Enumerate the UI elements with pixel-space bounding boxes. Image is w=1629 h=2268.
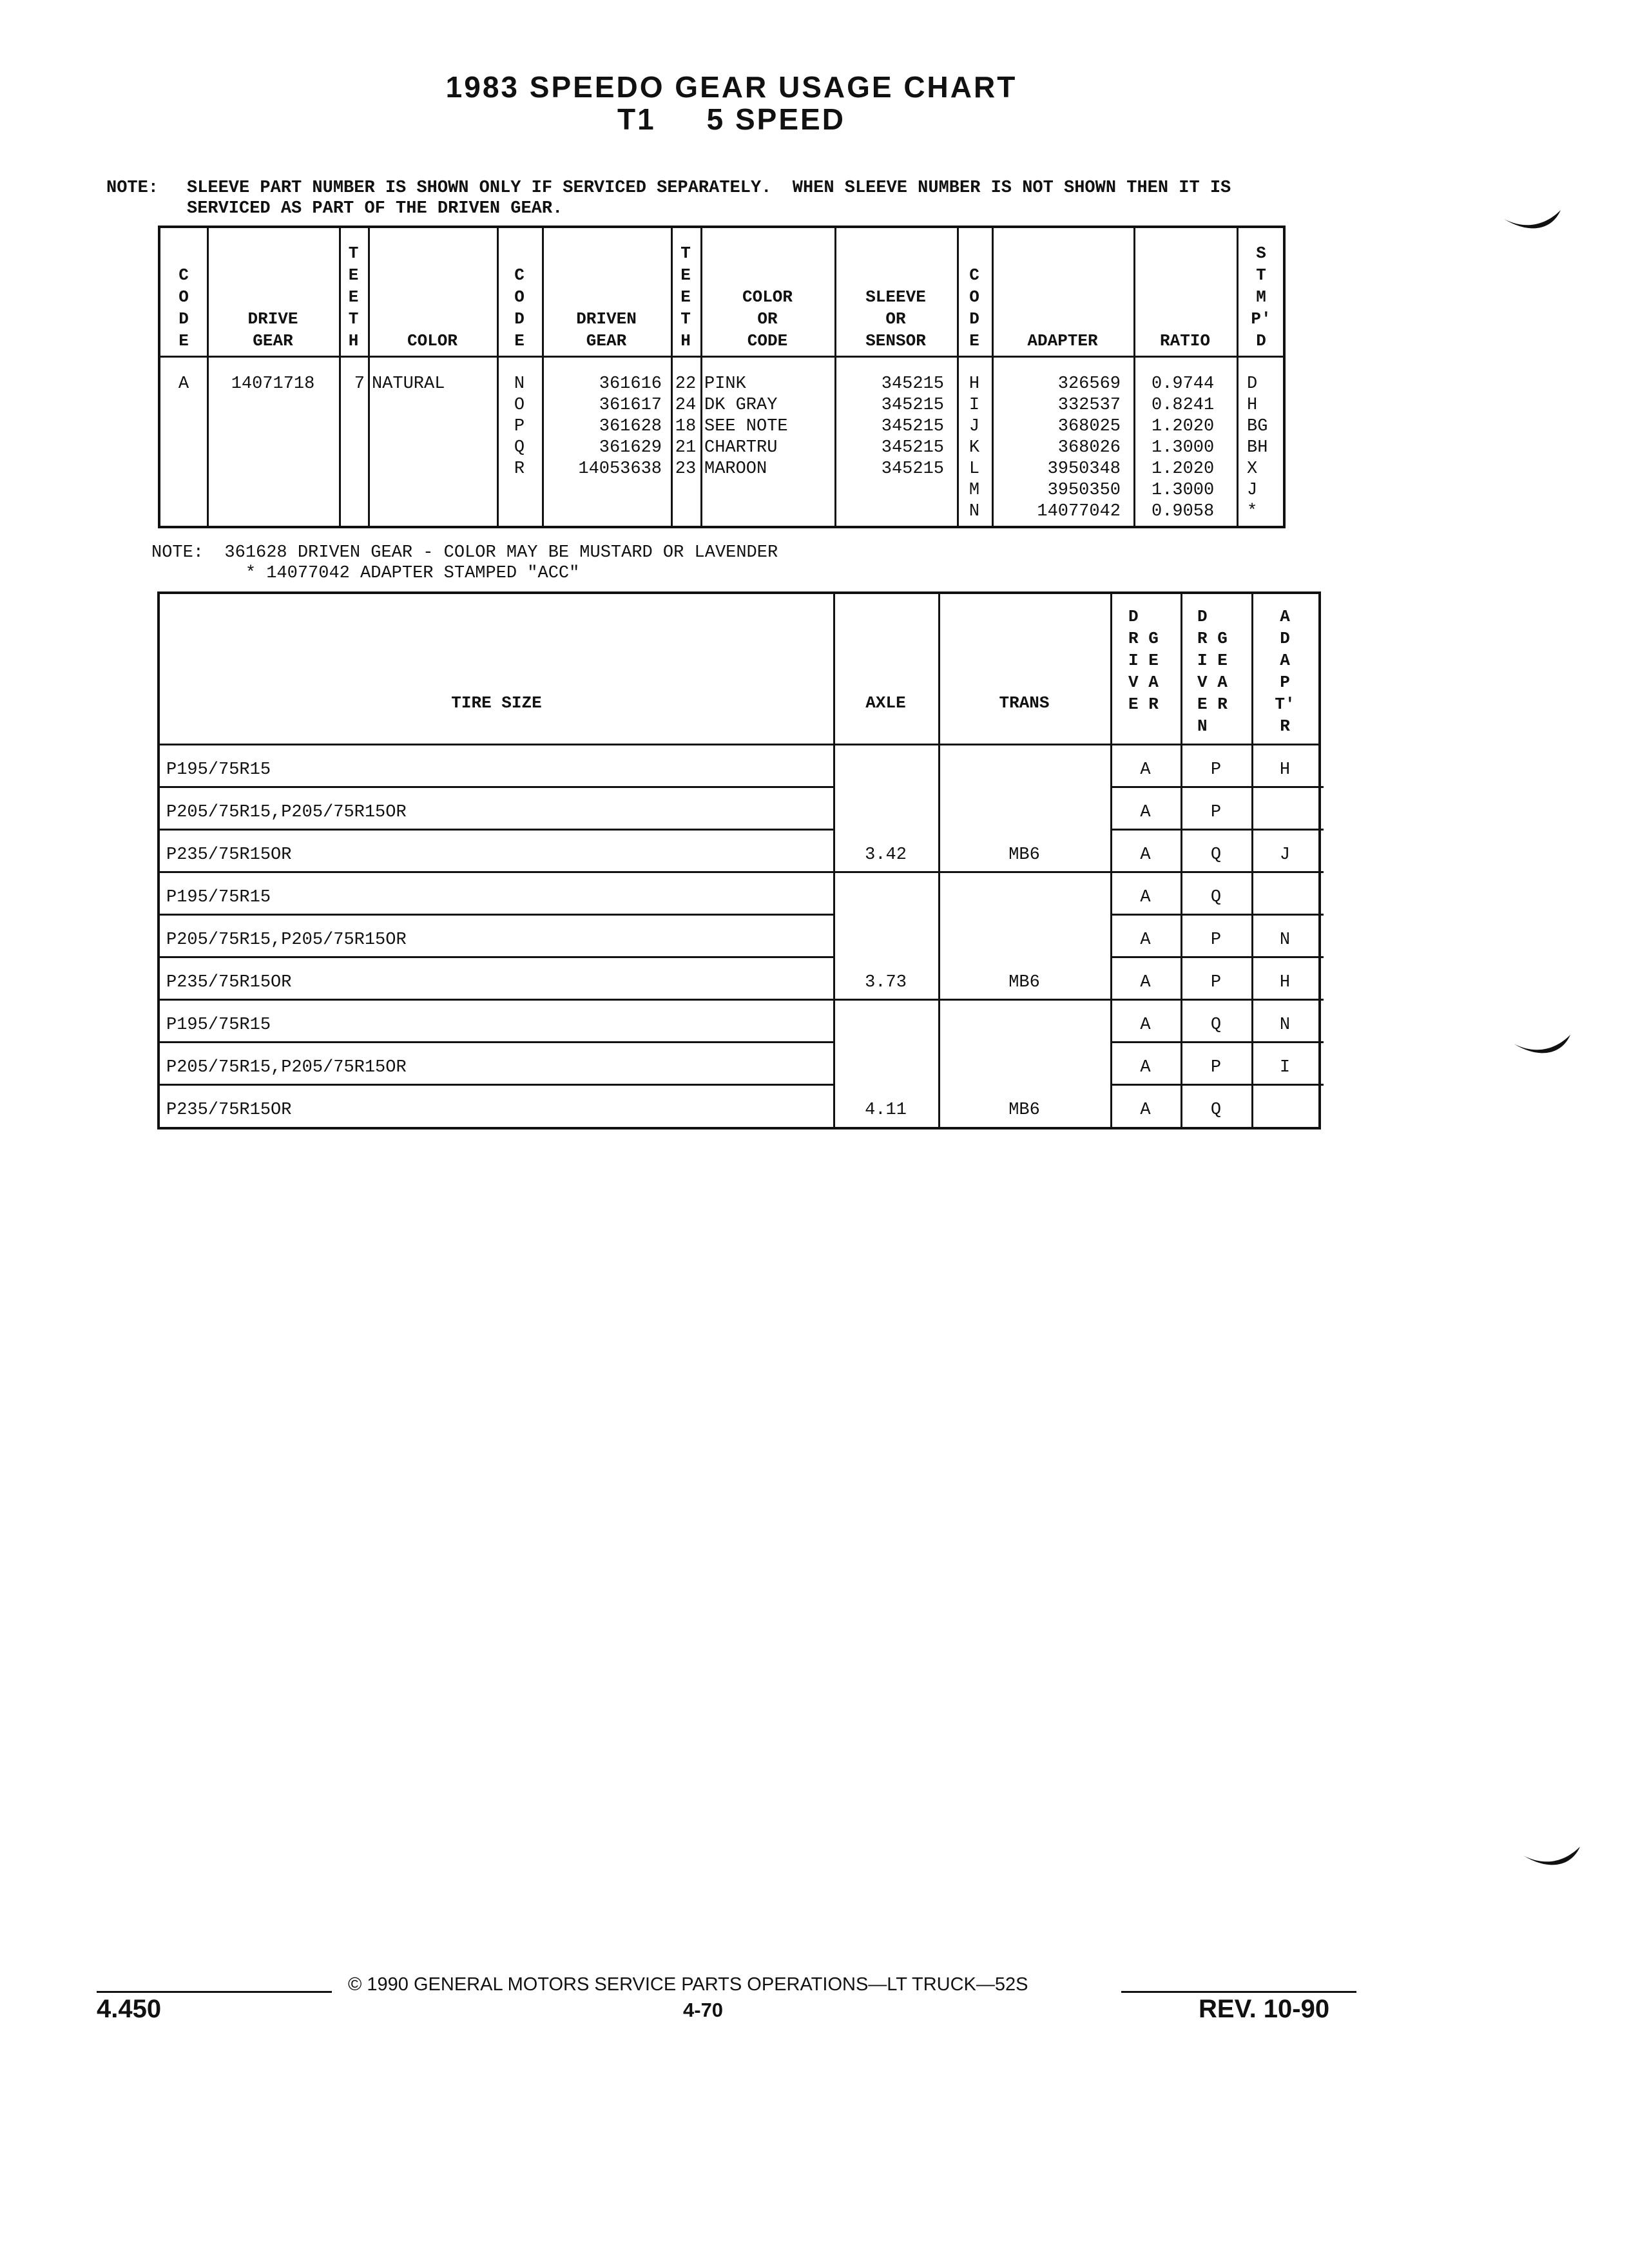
adapter-number: 3950348 (1047, 459, 1121, 479)
driven-gear-list (542, 374, 662, 480)
stamped-list (1247, 374, 1286, 523)
driven-gear-code: Q (1210, 888, 1222, 907)
adapter-code: J (1279, 845, 1291, 865)
axle-ratio: 3.73 (865, 973, 907, 992)
adapter-code: J (969, 417, 980, 436)
driven-code: N (514, 374, 525, 394)
tire-size-cell: P195/75R15 (166, 1015, 271, 1035)
driven-code-list (497, 374, 542, 480)
header-teeth-2: T E E T H (680, 244, 691, 351)
driven-color: PINK (704, 374, 746, 394)
driven-gear-code: P (1210, 1058, 1222, 1077)
drive-gear-code: A (1140, 845, 1151, 865)
header-trans: TRANS (999, 693, 1050, 713)
adapter-number: 3950350 (1047, 481, 1121, 500)
adapter-number: 368025 (1057, 417, 1121, 436)
stamped-code: * (1247, 502, 1258, 521)
trans-code: MB6 (1008, 973, 1040, 992)
driven-teeth: 18 (675, 417, 697, 436)
tire-size-cell: P205/75R15,P205/75R15OR (166, 1058, 407, 1077)
driven-code: Q (514, 438, 525, 457)
adapter-code: H (969, 374, 980, 394)
footer-copyright: © 1990 GENERAL MOTORS SERVICE PARTS OPERATIONS—LT TRUCK—52S (348, 1974, 1028, 1995)
driven-gear-code: P (1210, 760, 1222, 780)
header-code-1: C O D E (178, 265, 189, 351)
driven-gear-number: 14053638 (578, 459, 662, 479)
ratio-list (1152, 374, 1235, 523)
footer-rule-right (1121, 1991, 1356, 1993)
tire-size-cell: P195/75R15 (166, 888, 271, 907)
drive-gear-code: A (1140, 1058, 1151, 1077)
adapter-code: N (1279, 1015, 1291, 1035)
header-color: COLOR (407, 331, 458, 351)
drive-color: NATURAL (372, 374, 445, 394)
trans-code: MB6 (1008, 1100, 1040, 1120)
driven-color-list (704, 374, 833, 480)
drive-gear-code: A (1140, 930, 1151, 950)
driven-gear-code: P (1210, 930, 1222, 950)
header-drive-gear: DRIVE GEAR (247, 309, 298, 351)
header-adapter-code: A D A P T' R (1275, 607, 1295, 736)
adapter-code: I (969, 396, 980, 415)
adapter-number: 326569 (1057, 374, 1121, 394)
sleeve-list (834, 374, 944, 480)
adapter-code-list (957, 374, 992, 523)
header-color-or-code: COLOR OR CODE (742, 287, 793, 351)
drive-teeth: 7 (354, 374, 365, 394)
adapter-number: 368026 (1057, 438, 1121, 457)
adapter-code: M (969, 481, 980, 500)
adapter-number: 14077042 (1037, 502, 1121, 521)
driven-gear-number: 361616 (599, 374, 662, 394)
header-driven-gear-code: D R G I E V A E R N (1197, 607, 1228, 736)
drive-gear-code: A (1140, 1100, 1151, 1120)
adapter-code: H (1279, 760, 1291, 780)
header-code-2: C O D E (514, 265, 525, 351)
sleeve-number: 345215 (881, 374, 944, 394)
stamped-code: X (1247, 459, 1258, 479)
stamped-code: BG (1247, 417, 1268, 436)
ratio-value: 1.2020 (1152, 459, 1215, 479)
note-label: NOTE: (106, 178, 159, 198)
header-teeth-1: T E E T H (348, 244, 359, 351)
driven-gear-code: Q (1210, 1015, 1222, 1035)
tire-size-cell: P195/75R15 (166, 760, 271, 780)
footer-section-number: 4.450 (97, 1995, 162, 2023)
driven-color: CHARTRU (704, 438, 778, 457)
adapter-list (992, 374, 1121, 523)
tire-size-cell: P235/75R15OR (166, 845, 292, 865)
driven-gear-code: P (1210, 973, 1222, 992)
driven-gear-code: P (1210, 803, 1222, 822)
binder-hook-mark (1501, 205, 1566, 237)
binder-hook-mark (1521, 1841, 1585, 1874)
drive-gear-code: A (1140, 1015, 1151, 1035)
header-axle: AXLE (865, 693, 906, 713)
adapter-code: K (969, 438, 980, 457)
drive-gear-code: A (1140, 760, 1151, 780)
driven-color: SEE NOTE (704, 417, 788, 436)
tire-size-cell: P205/75R15,P205/75R15OR (166, 930, 407, 950)
header-driven-gear: DRIVEN GEAR (576, 309, 637, 351)
driven-gear-code: Q (1210, 1100, 1222, 1120)
binder-hook-mark (1511, 1030, 1576, 1062)
axle-ratio: 4.11 (865, 1100, 907, 1120)
footer-revision: REV. 10-90 (1199, 1995, 1330, 2023)
driven-code: P (514, 417, 525, 436)
stamped-code: BH (1247, 438, 1268, 457)
sleeve-number: 345215 (881, 438, 944, 457)
header-tire-size: TIRE SIZE (451, 693, 542, 713)
header-adapter: ADAPTER (1027, 331, 1098, 351)
driven-gear-number: 361629 (599, 438, 662, 457)
ratio-value: 1.3000 (1152, 481, 1215, 500)
sleeve-number: 345215 (881, 396, 944, 415)
note-driven-gear: NOTE: 361628 DRIVEN GEAR - COLOR MAY BE MUSTARD OR LAVENDER (151, 543, 778, 562)
driven-code: R (514, 459, 525, 479)
tire-table (157, 591, 1321, 1129)
driven-teeth: 23 (675, 459, 697, 479)
driven-gear-number: 361617 (599, 396, 662, 415)
header-sleeve: SLEEVE OR SENSOR (865, 287, 926, 351)
adapter-code: I (1279, 1058, 1291, 1077)
ratio-value: 0.9744 (1152, 374, 1215, 394)
gear-table (158, 226, 1286, 528)
driven-gear-code: Q (1210, 845, 1222, 865)
tire-size-cell: P235/75R15OR (166, 1100, 292, 1120)
note-adapter-stamp: * 14077042 ADAPTER STAMPED "ACC" (151, 564, 580, 583)
driven-gear-number: 361628 (599, 417, 662, 436)
adapter-code: N (969, 502, 980, 521)
ratio-value: 0.9058 (1152, 502, 1215, 521)
tire-size-cell: P205/75R15,P205/75R15OR (166, 803, 407, 822)
tire-size-cell: P235/75R15OR (166, 973, 292, 992)
ratio-value: 1.2020 (1152, 417, 1215, 436)
footer-rule-left (97, 1991, 332, 1993)
trans-code: MB6 (1008, 845, 1040, 865)
adapter-number: 332537 (1057, 396, 1121, 415)
drive-gear-code: A (1140, 888, 1151, 907)
note-line-1: SLEEVE PART NUMBER IS SHOWN ONLY IF SERVICED SEPARATELY. WHEN SLEEVE NUMBER IS NOT SHOWN THEN IT IS (187, 178, 1231, 198)
adapter-code: N (1279, 930, 1291, 950)
ratio-value: 1.3000 (1152, 438, 1215, 457)
adapter-code: L (969, 459, 980, 479)
driven-teeth: 24 (675, 396, 697, 415)
note-line-2: SERVICED AS PART OF THE DRIVEN GEAR. (187, 199, 563, 218)
page-title: 1983 SPEEDO GEAR USAGE CHART (445, 70, 1017, 104)
driven-color: MAROON (704, 459, 767, 479)
header-code-3: C O D E (969, 265, 979, 351)
stamped-code: D (1247, 374, 1258, 394)
driven-teeth: 22 (675, 374, 697, 394)
sleeve-number: 345215 (881, 417, 944, 436)
axle-ratio: 3.42 (865, 845, 907, 865)
footer-page-number: 4-70 (683, 1999, 724, 2021)
stamped-code: H (1247, 396, 1258, 415)
header-ratio: RATIO (1159, 331, 1210, 351)
driven-teeth: 21 (675, 438, 697, 457)
drive-gear-code: A (1140, 973, 1151, 992)
header-drive-gear-code: D R G I E V A E R (1128, 607, 1159, 714)
driven-code: O (514, 396, 525, 415)
drive-code: A (178, 374, 189, 394)
ratio-value: 0.8241 (1152, 396, 1215, 415)
drive-gear-number: 14071718 (231, 374, 315, 394)
drive-gear-code: A (1140, 803, 1151, 822)
header-stamped: S T M P' D (1251, 244, 1271, 351)
adapter-code: H (1279, 973, 1291, 992)
sleeve-number: 345215 (881, 459, 944, 479)
page-subtitle: T1 5 SPEED (617, 102, 845, 136)
driven-color: DK GRAY (704, 396, 778, 415)
driven-teeth-list (671, 374, 700, 480)
stamped-code: J (1247, 481, 1258, 500)
